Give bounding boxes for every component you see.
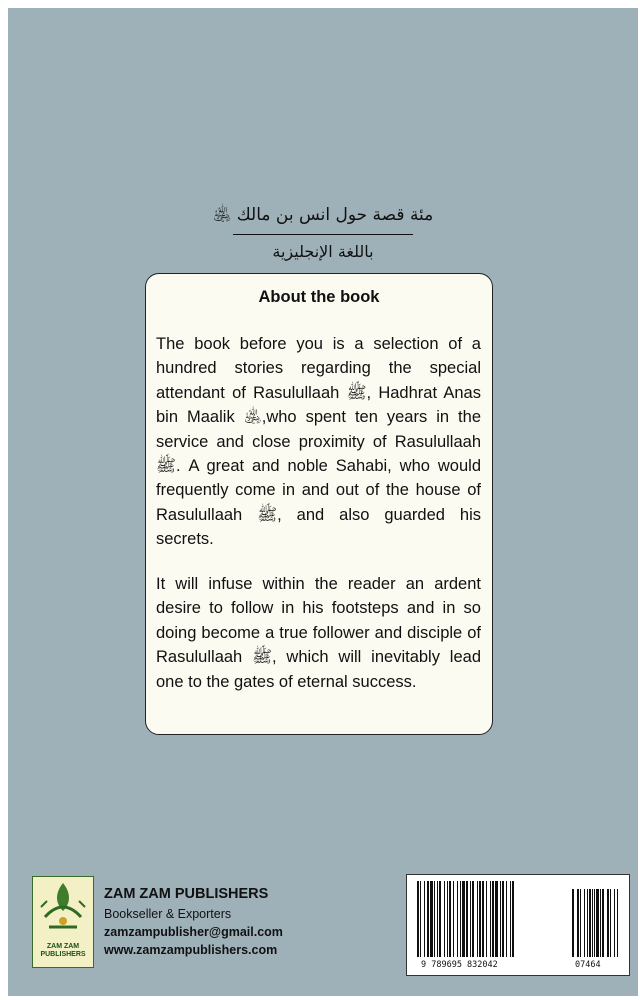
title-divider bbox=[233, 234, 413, 235]
about-paragraph-1: The book before you is a selection of a hundred stories regarding the special attendant of Rasulullaah ﷺ, Hadhrat Anas bin Maalik ﵁,who spent ten years in the service and close proximity of Rasulullaah ﷺ. A great and noble Sahabi, who would frequently come in and out of the house of Rasulullaah ﷺ, and also guarded his secrets. bbox=[156, 335, 481, 549]
logo-text: ZAM ZAM PUBLISHERS bbox=[40, 943, 86, 958]
arabic-title: مئة قصة حول انس بن مالك ﵁ bbox=[212, 205, 434, 225]
about-heading: About the book bbox=[258, 288, 380, 306]
about-panel bbox=[145, 273, 493, 735]
publisher-email: zamzampublisher@gmail.com bbox=[104, 925, 283, 939]
barcode-isbn-digits: 9 789695 832042 bbox=[421, 960, 498, 970]
barcode-addon-digits: 07464 bbox=[575, 960, 601, 970]
arabic-subtitle: باللغة الإنجليزية bbox=[272, 242, 374, 261]
about-paragraph-2: It will infuse within the reader an ardent desire to follow in his footsteps and in so doing become a true follower and disciple of Rasulullaah ﷺ, which will inevitably lead one to the gates of eternal success. bbox=[156, 575, 481, 691]
publisher-tagline: Bookseller & Exporters bbox=[104, 907, 232, 921]
book-back-cover bbox=[8, 8, 638, 996]
barcode bbox=[406, 874, 630, 976]
barcode-bars bbox=[407, 875, 629, 959]
publisher-name: ZAM ZAM PUBLISHERS bbox=[104, 886, 269, 902]
minaret-icon bbox=[33, 877, 93, 941]
publisher-logo bbox=[32, 876, 94, 968]
publisher-website: www.zamzampublishers.com bbox=[104, 943, 278, 957]
